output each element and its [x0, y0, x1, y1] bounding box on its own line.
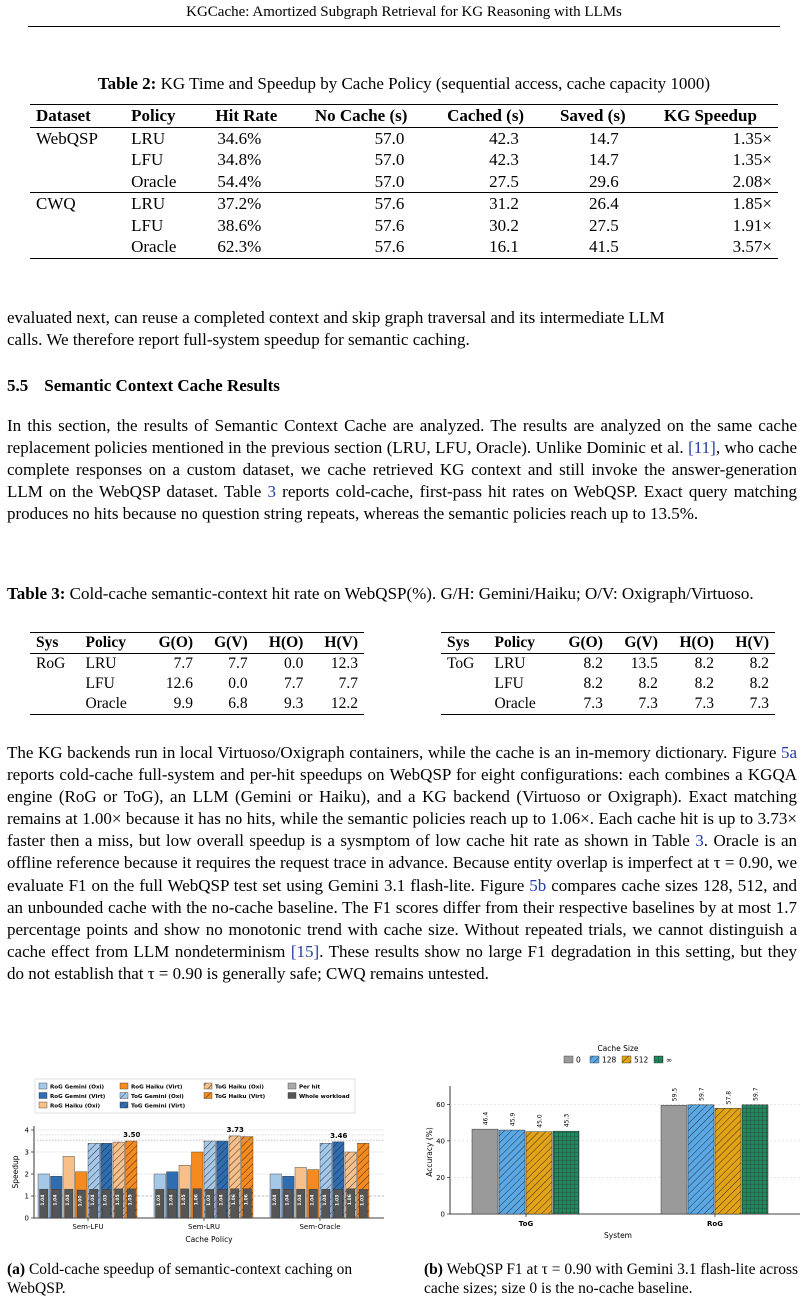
figure-5b-caption-text: WebQSP F1 at τ = 0.90 with Gemini 3.1 flash-lite across cache sizes; size 0 is the no-cache baseline. — [424, 1261, 799, 1297]
figure-5b-legend — [564, 1044, 672, 1065]
x-tick-label: Sem-LFU — [72, 1223, 104, 1231]
table2-cell-policy: LRU — [131, 128, 166, 148]
table2-cell-saved: 14.7 — [589, 150, 619, 169]
table3-cell-gv: 8.2 — [638, 675, 658, 692]
table3-cell-policy: Oracle — [85, 695, 127, 712]
table2-cell-cached: 42.3 — [489, 150, 519, 169]
whole-workload-label: 1.04 — [90, 1194, 96, 1206]
table2-cell-saved: 26.4 — [589, 194, 619, 213]
bar-value-label: 45.3 — [563, 1113, 571, 1128]
table2-cell-hit: 37.2% — [217, 194, 262, 213]
bar-value-label: 57.8 — [725, 1090, 733, 1105]
table2-cell-policy: LFU — [131, 150, 164, 169]
table3-cell-policy: LFU — [85, 675, 115, 692]
running-header: KGCache: Amortized Subgraph Retrieval for KG Reasoning with LLMs — [186, 4, 622, 20]
table2-col-speedup: KG Speedup — [663, 106, 757, 125]
table2-cell-policy: LRU — [131, 194, 166, 213]
table3-right-header — [441, 633, 775, 654]
para3-text-c: . Oracle is an offline reference because it requires the request trace in advance. Because entity overlap is imperfect at τ = 0.90, we evaluate F1 on the full WebQSP test set using Gemini 3.1 flash-lite. Figure — [7, 831, 798, 895]
table3-right-col-ho: H(O) — [679, 634, 714, 651]
table2-cell-cached: 27.5 — [489, 171, 519, 191]
whole-workload-label: 1.04 — [310, 1194, 316, 1206]
bar-hatch — [499, 1130, 525, 1214]
whole-workload-label: 1.06 — [347, 1194, 353, 1206]
table2-row — [30, 149, 778, 171]
y-tick-label: 0 — [24, 1214, 29, 1223]
legend-swatch — [288, 1083, 296, 1089]
table3-left — [30, 632, 364, 715]
table3-left-col-ho: H(O) — [268, 634, 304, 651]
table2-cell-cached: 42.3 — [489, 128, 519, 148]
paragraph-intro — [7, 307, 797, 351]
legend-swatch — [39, 1102, 47, 1108]
table3-right-row — [441, 674, 775, 694]
bar-value-label: 59.7 — [698, 1087, 706, 1101]
x-axis-label: System — [604, 1231, 632, 1240]
paragraph-intro-line2: calls. We therefore report full-system speedup for semantic caching. — [7, 330, 470, 350]
table2-col-cached: Cached (s) — [447, 106, 525, 125]
citation-15[interactable]: [15] — [290, 941, 320, 961]
figure-5a-caption-text: Cold-cache speedup of semantic-context caching on WebQSP. — [7, 1261, 353, 1297]
table2-col-saved: Saved (s) — [559, 106, 626, 125]
legend-label: ∞ — [666, 1055, 673, 1065]
figure-5a-legend — [35, 1079, 355, 1113]
bar-hatch — [553, 1131, 579, 1214]
table3-cell-gv: 7.7 — [228, 655, 248, 672]
table3-cell-hv: 8.2 — [749, 655, 769, 672]
whole-workload-label: 1.05 — [115, 1194, 121, 1206]
table2-caption-text: KG Time and Speedup by Cache Policy (sequential access, cache capacity 1000) — [160, 74, 711, 93]
table2-cell-dataset — [30, 236, 125, 258]
bar-hatch — [715, 1108, 741, 1214]
table2-cell-hit: 34.6% — [217, 128, 262, 148]
table3-cell-sys — [441, 674, 488, 694]
table3-right-col-policy: Policy — [494, 634, 535, 651]
table3-cell-go: 7.3 — [583, 695, 603, 712]
table2-cell-nocache: 57.0 — [374, 150, 405, 169]
table3-right-col-go: G(O) — [568, 634, 603, 651]
table3-cell-hv: 12.3 — [330, 655, 358, 672]
table3-left-col-sys: Sys — [36, 634, 59, 651]
table2 — [30, 104, 778, 259]
table3-cell-go: 7.7 — [173, 655, 194, 672]
table3-left-col-gv: G(V) — [214, 634, 248, 651]
figure-5a-sublabel: (a) — [7, 1261, 26, 1278]
table2-row — [30, 236, 778, 258]
table2-cell-dataset: CWQ — [36, 194, 76, 213]
ref-table-3[interactable]: 3 — [267, 482, 276, 502]
bar-hatch — [688, 1105, 714, 1214]
y-tick-label: 0 — [440, 1210, 445, 1219]
figure-5a-caption — [7, 1260, 391, 1298]
para3-text-b: reports cold-cache full-system and per-hit speedups on WebQSP for eight configurations: each combines a KGQA engine (RoG or ToG), an LLM (Gemini or Haiku), and a KG backend (Virtuoso or Oxigraph). Exact matching remains at 1.00× because it has no hits, while the semantic policies reach up to 1.06×. Each cache hit is up to 3.73× faster then a miss, but low overall speedup is a sysmptom of low cache hit rate as shown in Table — [7, 765, 797, 851]
whole-workload-label: 1.03 — [103, 1194, 109, 1206]
table2-cell-speedup: 1.35× — [732, 150, 772, 169]
bar-hatch — [526, 1132, 552, 1214]
table3-caption-text: Cold-cache semantic-context hit rate on WebQSP(%). G/H: Gemini/Haiku; O/V: Oxigraph/Virtuoso. — [69, 584, 754, 603]
table3-cell-gv: 0.0 — [228, 675, 248, 692]
table3-cell-policy: LRU — [494, 655, 526, 672]
bar-value-label: 45.9 — [509, 1112, 517, 1127]
table3-cell-policy: LFU — [494, 675, 524, 692]
table2-col-dataset: Dataset — [36, 106, 91, 125]
table3-cell-gv: 7.3 — [638, 695, 658, 712]
legend-label: 512 — [634, 1055, 649, 1065]
table2-cell-cached: 31.2 — [489, 194, 519, 213]
table3-left-row — [30, 674, 364, 694]
para3-text-d: compares cache sizes 128, 512, and an unbounded cache with the no-cache baseline. The F1 scores differ from their respective baselines by at most 1.7 percentage points and show no monotonic trend with cache size. Without repeated trials, we cannot distinguish a cache effect from LLM nondeterminism — [7, 875, 797, 961]
legend-label: Whole workload — [299, 1094, 350, 1100]
legend-label: ToG Haiku (Oxi) — [215, 1084, 264, 1091]
table2-cell-dataset: WebQSP — [36, 128, 98, 148]
table2-cell-speedup: 3.57× — [732, 237, 772, 256]
table2-cell-hit: 38.6% — [217, 215, 262, 235]
table2-cell-hit: 34.8% — [217, 150, 262, 169]
legend-swatch-hatch — [590, 1056, 599, 1063]
table2-cell-nocache: 57.6 — [374, 215, 405, 235]
whole-workload-label: 1.04 — [297, 1194, 303, 1206]
table3-right-row — [441, 694, 775, 715]
legend-swatch — [39, 1093, 47, 1099]
table3-cell-ho: 8.2 — [694, 655, 714, 672]
legend-title: Cache Size — [597, 1044, 639, 1053]
bar — [661, 1105, 687, 1214]
whole-workload-label: 1.04 — [285, 1194, 291, 1206]
table2-cell-policy: Oracle — [131, 171, 177, 191]
table3-cell-hv: 8.2 — [749, 675, 769, 692]
table3-left-col-go: G(O) — [158, 634, 194, 651]
y-axis-label: Speedup — [11, 1155, 20, 1189]
whole-workload-label: 1.03 — [206, 1194, 212, 1206]
legend-swatch — [564, 1056, 573, 1063]
table3-cell-gv: 6.8 — [228, 695, 248, 712]
table2-row — [30, 215, 778, 237]
figure-5b-accuracy-chart — [418, 1040, 802, 1246]
table2-cell-hit: 62.3% — [217, 237, 262, 256]
table3-left-row — [30, 694, 364, 715]
x-tick-label: ToG — [518, 1220, 534, 1228]
table3-left-col-hv: H(V) — [324, 634, 358, 651]
whole-workload-label: 1.06 — [231, 1194, 237, 1206]
legend-swatch-hatch — [204, 1083, 212, 1089]
bar-value-label: 46.4 — [482, 1111, 490, 1126]
legend-label: RoG Gemini (Virt) — [50, 1094, 106, 1100]
legend-swatch-hatch — [204, 1093, 212, 1099]
table2-cell-saved: 14.7 — [589, 128, 619, 148]
para3-text-e: . These results show no large F1 degradation in this setting, but they do not establish that τ = 0.90 is generally safe; CWQ remains untested. — [7, 941, 797, 983]
table2-cell-cached: 16.1 — [489, 237, 519, 256]
bar-value-label: 45.0 — [536, 1114, 544, 1128]
citation-11[interactable]: [11] — [688, 438, 716, 458]
max-speedup-annotation: 3.50 — [123, 1131, 141, 1139]
whole-workload-label: 1.05 — [181, 1194, 187, 1206]
table2-cell-cached: 30.2 — [489, 215, 519, 235]
bar — [472, 1129, 498, 1214]
whole-workload-label: 1.04 — [40, 1194, 46, 1206]
legend-swatch — [39, 1083, 47, 1089]
table3-cell-ho: 0.0 — [283, 655, 304, 672]
para2-text-b: , who cache complete responses on a custom dataset, we cache retrieved KG context and still invoke the answer-generation LLM on the WebQSP dataset. Table — [7, 438, 797, 502]
table3-right-col-sys: Sys — [447, 634, 470, 651]
legend-label: Per hit — [299, 1084, 321, 1091]
y-tick-label: 60 — [436, 1100, 445, 1109]
table3-cell-hv: 7.3 — [749, 695, 769, 712]
legend-swatch — [288, 1093, 296, 1099]
table2-caption — [28, 74, 780, 94]
whole-workload-label: 1.04 — [322, 1194, 328, 1206]
table2-cell-policy: LFU — [131, 215, 164, 235]
paragraph-semantic-cache — [7, 415, 797, 525]
table2-cell-speedup: 1.35× — [732, 128, 772, 148]
table2-cell-nocache: 57.6 — [374, 194, 405, 213]
legend-swatch-hatch — [622, 1056, 631, 1063]
table3-cell-gv: 13.5 — [630, 655, 658, 672]
para2-text-a: In this section, the results of Semantic Context Cache are analyzed. The results are analyzed on the same cache replacement policies mentioned in the previous section (LRU, LFU, Oracle). Unlike Dominic et al. — [7, 416, 797, 458]
table3-cell-hv: 12.2 — [330, 695, 358, 712]
legend-label: RoG Gemini (Oxi) — [50, 1084, 105, 1091]
table3-cell-go: 8.2 — [583, 675, 603, 692]
y-tick-label: 40 — [436, 1137, 445, 1146]
figure-5b-sublabel: (b) — [424, 1261, 443, 1278]
header-rule — [28, 26, 780, 27]
figure-5a-speedup-chart — [8, 1076, 388, 1246]
table2-header-row — [30, 105, 778, 128]
max-speedup-annotation: 3.73 — [226, 1125, 244, 1134]
table3-left-header — [30, 633, 364, 654]
y-tick-label: 3 — [24, 1148, 29, 1157]
whole-workload-label: 1.04 — [169, 1194, 175, 1206]
table2-col-policy: Policy — [131, 106, 176, 125]
legend-label: ToG Gemini (Virt) — [131, 1103, 186, 1110]
x-axis-label: Cache Policy — [185, 1235, 233, 1244]
legend-label: ToG Gemini (Oxi) — [131, 1094, 184, 1100]
table2-cell-nocache: 57.0 — [374, 128, 405, 148]
paragraph-speedup — [7, 742, 797, 985]
table3-left-col-policy: Policy — [85, 634, 126, 651]
y-axis-label: Accuracy (%) — [425, 1127, 434, 1177]
table3-label: Table 3: — [7, 584, 66, 603]
table2-cell-speedup: 2.08× — [732, 171, 772, 191]
legend-label: RoG Haiku (Oxi) — [50, 1103, 101, 1110]
table2-col-nocache: No Cache (s) — [314, 106, 408, 125]
table2-cell-dataset — [30, 149, 125, 171]
table3-cell-policy: LRU — [85, 655, 117, 672]
table3-cell-ho: 8.2 — [694, 675, 714, 692]
legend-swatch — [120, 1083, 128, 1089]
table2-row — [30, 127, 778, 149]
y-tick-label: 2 — [24, 1170, 29, 1179]
legend-label: 128 — [602, 1055, 617, 1065]
whole-workload-label: 1.06 — [244, 1194, 250, 1206]
table2-col-hit: Hit Rate — [215, 106, 278, 125]
whole-workload-label: 1.06 — [194, 1194, 200, 1206]
legend-label: ToG Haiku (Virt) — [215, 1094, 266, 1100]
table3-caption — [7, 583, 797, 605]
table3-cell-go: 9.9 — [173, 695, 194, 712]
table3-right-col-gv: G(V) — [624, 634, 658, 651]
ref-figure-5b[interactable]: 5b — [529, 875, 547, 895]
table3-cell-sys: RoG — [36, 655, 66, 672]
whole-workload-label: 1.04 — [272, 1194, 278, 1206]
table2-label: Table 2: — [97, 74, 157, 93]
legend-label: RoG Haiku (Virt) — [131, 1084, 183, 1091]
whole-workload-label: 1.04 — [219, 1194, 225, 1206]
figure-5b-bars — [472, 1087, 768, 1228]
paragraph-intro-line1: evaluated next, can reuse a completed context and skip graph traversal and its intermediate LLM — [7, 308, 665, 327]
table3-right-col-hv: H(V) — [735, 634, 769, 651]
table2-cell-saved: 27.5 — [589, 215, 619, 235]
table3-cell-sys — [441, 694, 488, 715]
bar-value-label: 59.5 — [671, 1087, 679, 1102]
section-number: 5.5 — [7, 376, 29, 395]
x-tick-label: Sem-LRU — [188, 1223, 220, 1231]
table3-cell-sys — [30, 694, 80, 715]
whole-workload-label: 1.04 — [65, 1194, 71, 1206]
table3-cell-policy: Oracle — [494, 695, 536, 712]
ref-figure-5a[interactable]: 5a — [780, 743, 797, 762]
max-speedup-annotation: 3.46 — [330, 1131, 348, 1140]
whole-workload-label: 1.03 — [360, 1194, 366, 1206]
whole-workload-label: 1.00 — [78, 1195, 84, 1207]
table3-right — [441, 632, 775, 715]
table2-cell-speedup: 1.91× — [732, 215, 772, 235]
table2-row — [30, 193, 778, 215]
table3-left-row — [30, 654, 364, 675]
whole-workload-label: 1.05 — [128, 1194, 134, 1206]
table2-cell-speedup: 1.85× — [732, 194, 772, 213]
y-tick-label: 20 — [436, 1173, 445, 1182]
x-tick-label: Sem-Oracle — [299, 1223, 341, 1231]
bar-value-label: 59.7 — [752, 1087, 760, 1101]
table3-cell-sys — [30, 674, 80, 694]
figure-5a-bars — [34, 1126, 384, 1231]
table3-cell-go: 12.6 — [165, 675, 194, 692]
table2-row — [30, 171, 778, 193]
table2-cell-saved: 29.6 — [589, 171, 619, 191]
legend-swatch-hatch — [654, 1056, 663, 1063]
table3-cell-ho: 7.3 — [694, 695, 714, 712]
section-heading — [7, 376, 280, 396]
bar-hatch — [742, 1105, 768, 1214]
table2-cell-hit: 54.4% — [217, 171, 262, 191]
figure-5b-caption — [424, 1260, 802, 1298]
table3-cell-sys: ToG — [447, 655, 475, 672]
table2-cell-nocache: 57.6 — [374, 237, 405, 256]
legend-swatch-hatch — [120, 1102, 128, 1108]
table3-cell-hv: 7.7 — [338, 675, 358, 692]
para2-text-c: reports cold-cache, first-pass hit rates on WebQSP. Exact query matching produces no hits because no question string repeats, whereas the semantic policies reach up to 13.5%. — [7, 482, 797, 524]
table3-cell-ho: 9.3 — [283, 695, 304, 712]
legend-swatch-hatch — [120, 1093, 128, 1099]
ref-table-3b[interactable]: 3 — [695, 831, 704, 851]
whole-workload-label: 1.04 — [53, 1194, 59, 1206]
whole-workload-label: 1.03 — [335, 1194, 341, 1206]
table3-right-row — [441, 654, 775, 675]
x-tick-label: RoG — [707, 1220, 723, 1228]
table2-cell-dataset — [30, 215, 125, 237]
y-tick-label: 4 — [24, 1126, 29, 1135]
legend-label: 0 — [576, 1055, 581, 1065]
table3-cell-go: 8.2 — [583, 655, 603, 672]
section-title: Semantic Context Cache Results — [44, 376, 280, 395]
whole-workload-label: 1.03 — [156, 1194, 162, 1206]
y-tick-label: 1 — [24, 1192, 29, 1201]
table2-cell-policy: Oracle — [131, 237, 177, 256]
table3-cell-ho: 7.7 — [283, 675, 304, 692]
table2-cell-saved: 41.5 — [589, 237, 619, 256]
table2-cell-nocache: 57.0 — [374, 171, 405, 191]
table2-cell-dataset — [30, 171, 125, 193]
para3-text-a: The KG backends run in local Virtuoso/Oxigraph containers, while the cache is an in-memory dictionary. Figure — [7, 743, 781, 762]
